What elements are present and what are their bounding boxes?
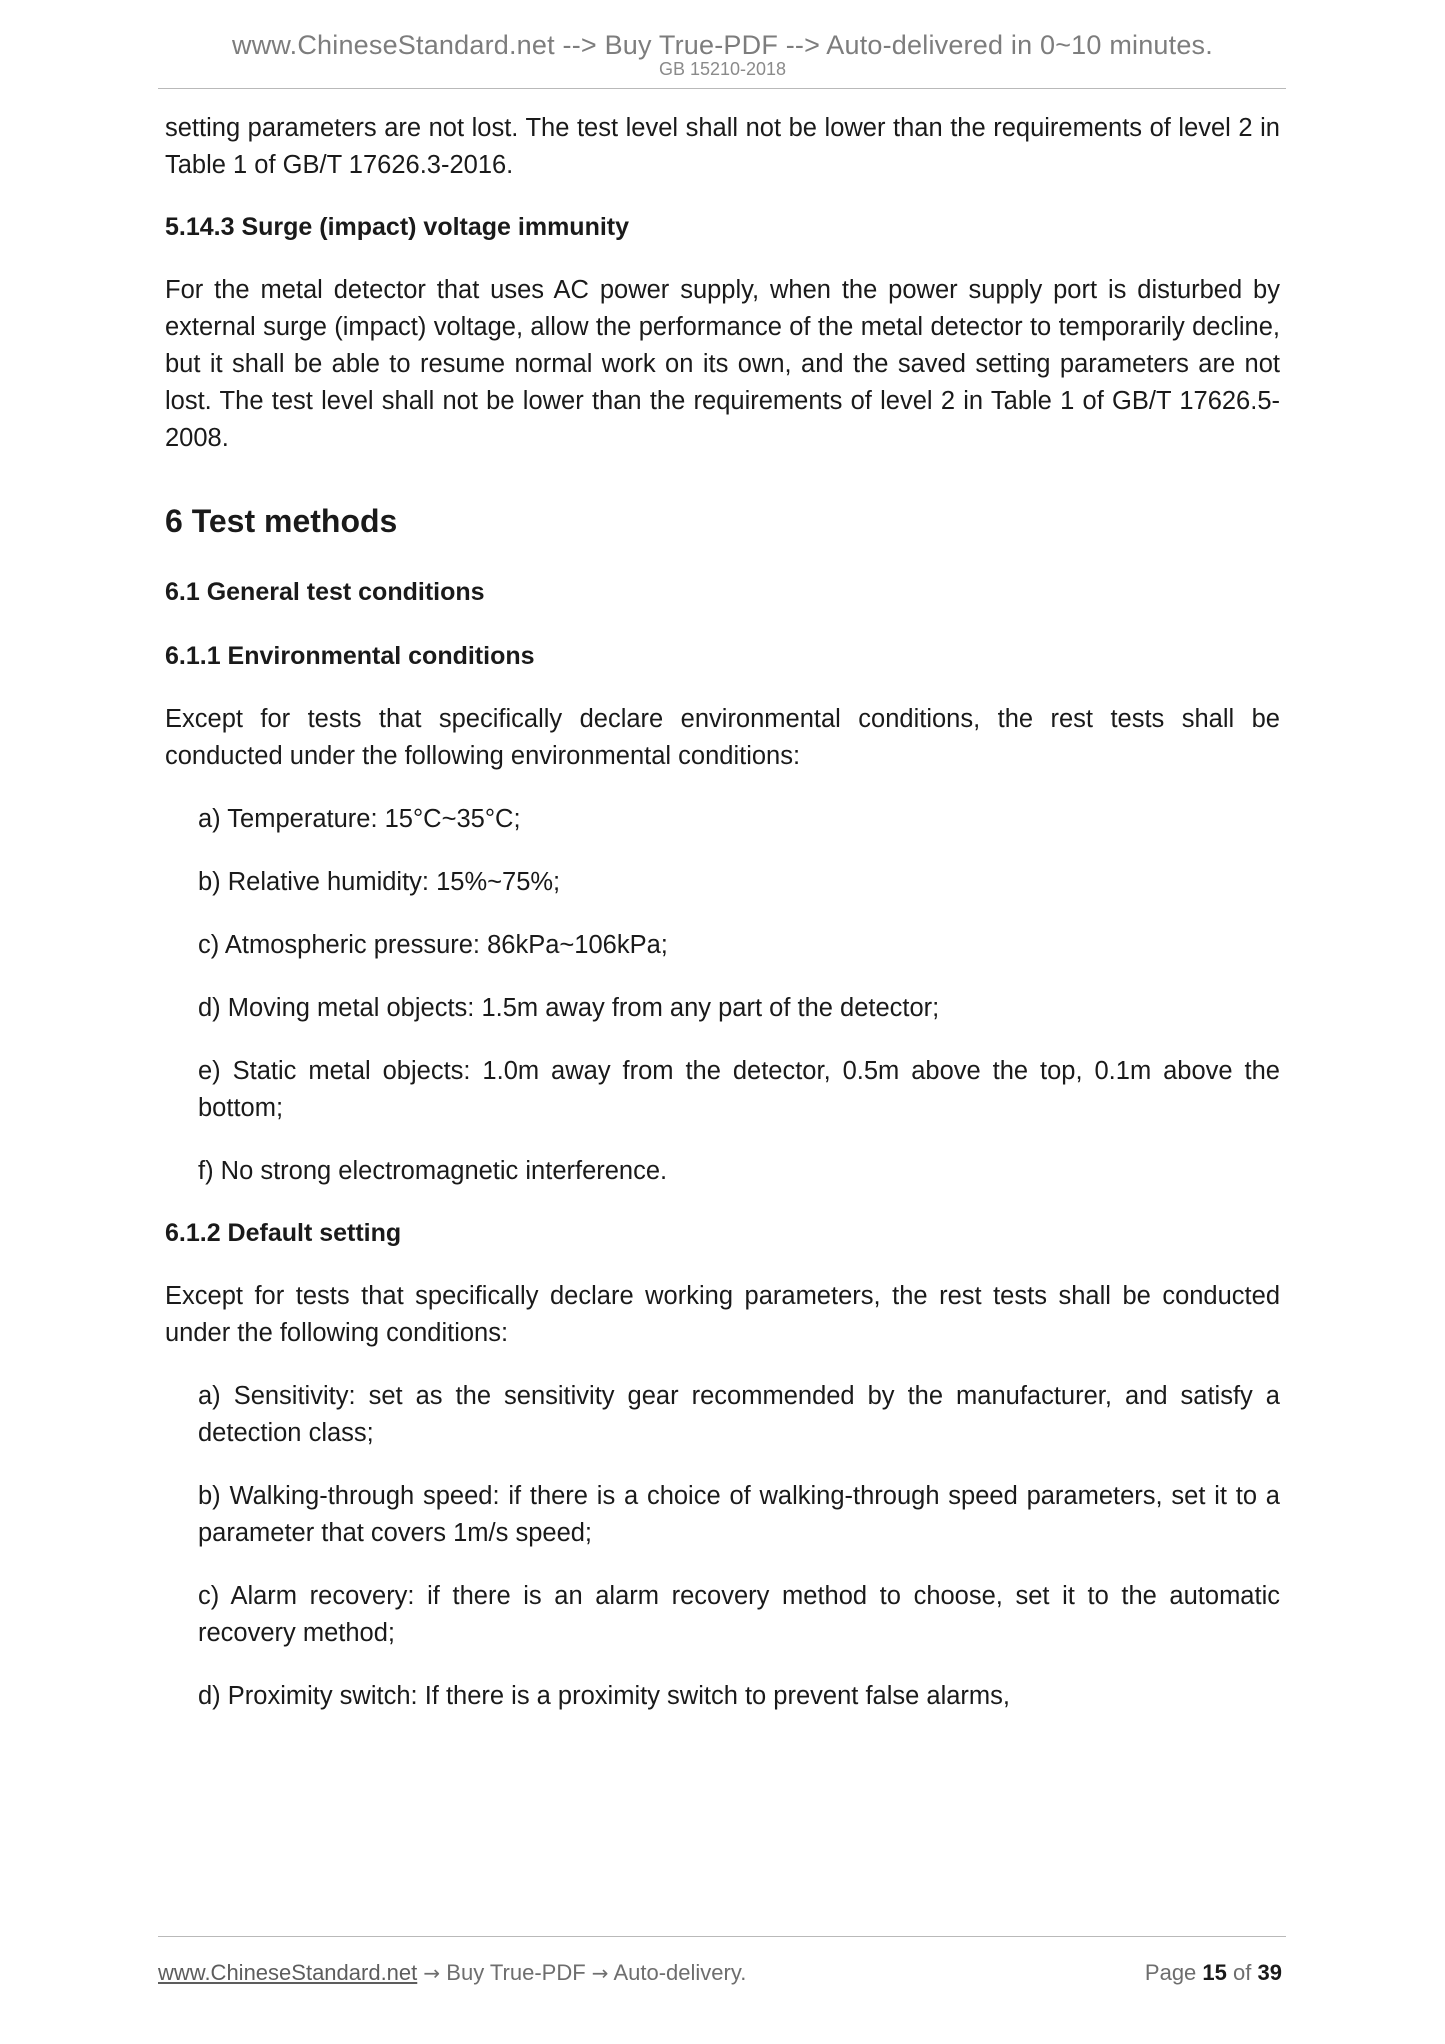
paragraph-continued: setting parameters are not lost. The test level shall not be lower than the requirements of level 2 in Table 1 of GB/T 17626.3-2016. [165,114,1280,179]
page-indicator [1145,1960,1286,1986]
heading-6-1-2: 6.1.2 Default setting [165,1219,402,1247]
list-item: b) Relative humidity: 15%~75%; [198,868,561,896]
arrow-icon: → [591,1961,609,1985]
footer-buy-label: Buy True-PDF [446,1960,586,1985]
arrow-icon: → [423,1961,441,1985]
heading-5-14-3: 5.14.3 Surge (impact) voltage immunity [165,213,630,241]
footer-divider [158,1936,1286,1937]
page-total: 39 [1257,1960,1282,1985]
list-item: f) No strong electromagnetic interference. [198,1157,668,1185]
heading-6-1-1: 6.1.1 Environmental conditions [165,642,535,670]
document-content [165,110,1280,1741]
page-label: Page [1144,1960,1197,1985]
of-label: of [1233,1960,1252,1985]
header-standard-code: GB 15210-2018 [658,59,787,79]
list-item: c) Alarm recovery: if there is an alarm recovery method to choose, set it to the automatic recovery method; [198,1582,1280,1647]
list-item: d) Proximity switch: If there is a proximity switch to prevent false alarms, [198,1682,1010,1710]
list-item: a) Sensitivity: set as the sensitivity gear recommended by the manufacturer, and satisfy a detection class; [198,1382,1280,1447]
list-item: e) Static metal objects: 1.0m away from the detector, 0.5m above the top, 0.1m above the bottom; [198,1057,1280,1122]
header-promo-text: www.ChineseStandard.net --> Buy True-PDF --> Auto-delivered in 0~10 minutes. [232,30,1213,60]
paragraph-default-intro: Except for tests that specifically declare working parameters, the rest tests shall be conducted under the following conditions: [165,1282,1280,1347]
footer-delivery-label: Auto-delivery. [613,1960,747,1985]
list-item: d) Moving metal objects: 1.5m away from any part of the detector; [198,994,940,1022]
header-divider [158,88,1286,89]
page-number: 15 [1202,1960,1227,1985]
heading-6-test-methods: 6 Test methods [165,503,398,539]
page-footer [158,1960,1286,1986]
list-item: a) Temperature: 15°C~35°C; [198,805,521,833]
list-item: b) Walking-through speed: if there is a choice of walking-through speed parameters, set it to a parameter that covers 1m/s speed; [198,1482,1280,1547]
paragraph-surge-immunity: For the metal detector that uses AC power supply, when the power supply port is disturbed by external surge (impact) voltage, allow the performance of the metal detector to temporarily decline, but it shall be able to resume normal work on its own, and the saved setting parameters are not lost. The test level shall not be lower than the requirements of level 2 in Table 1 of GB/T 17626.5-2008. [165,276,1280,452]
paragraph-environmental-intro: Except for tests that specifically declare environmental conditions, the rest tests shall be conducted under the following environmental conditions: [165,705,1280,770]
list-item: c) Atmospheric pressure: 86kPa~106kPa; [198,931,668,959]
footer-links [158,1960,1145,1986]
footer-site-link[interactable]: www.ChineseStandard.net [158,1960,418,1985]
heading-6-1: 6.1 General test conditions [165,578,485,606]
